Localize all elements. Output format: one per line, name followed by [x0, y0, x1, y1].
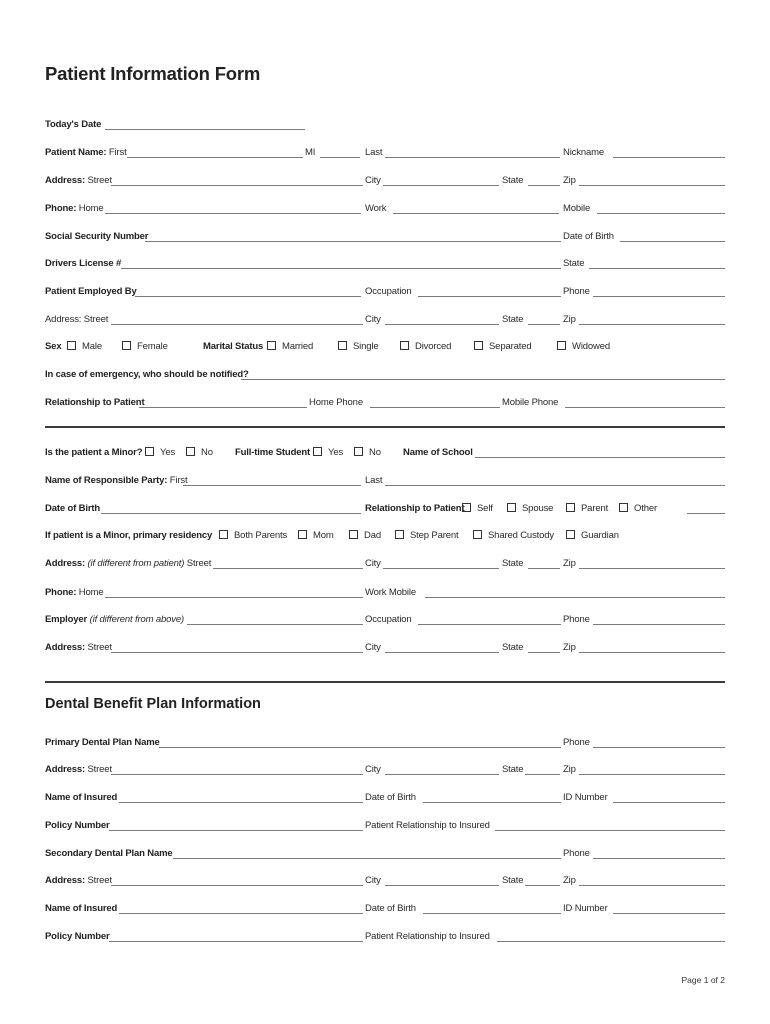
primary-insured-label: Name of Insured: [45, 792, 118, 803]
row-address: [45, 174, 725, 190]
primary-plan-label: Primary Dental Plan Name: [45, 737, 160, 748]
last-name-field[interactable]: [385, 146, 560, 158]
mobile-phone-field[interactable]: [597, 202, 725, 214]
secondary-plan-field[interactable]: [173, 847, 561, 859]
residency-guardian-option[interactable]: Guardian: [566, 529, 619, 543]
row-primary-plan: [45, 736, 725, 752]
responsible-relationship-label: Relationship to Patient: [365, 503, 465, 514]
row-employed-by: [45, 285, 725, 301]
emergency-label: In case of emergency, who should be notified?: [45, 369, 249, 380]
row-secondary-insured: [45, 902, 725, 918]
secondary-plan-city-label: City: [365, 875, 381, 886]
responsible-zip-field[interactable]: [579, 557, 725, 569]
phone-label: Phone: Home: [45, 203, 104, 214]
checkbox[interactable]: [122, 341, 131, 350]
secondary-insured-dob-label: Date of Birth: [365, 903, 416, 914]
employer-state-label: State: [502, 314, 524, 325]
primary-plan-field[interactable]: [159, 736, 561, 748]
checkbox[interactable]: [313, 447, 322, 456]
employer-city-field[interactable]: [385, 313, 499, 325]
responsible-employer-state-label: State: [502, 642, 524, 653]
section-divider: [45, 426, 725, 428]
relationship-label: Relationship to Patient: [45, 397, 145, 408]
checkbox[interactable]: [298, 530, 307, 539]
checkbox[interactable]: [619, 503, 628, 512]
city-label: City: [365, 175, 381, 186]
relationship-other-field[interactable]: [687, 502, 725, 514]
checkbox[interactable]: [145, 447, 154, 456]
primary-patient-relationship-field[interactable]: [495, 819, 725, 831]
checkbox[interactable]: [219, 530, 228, 539]
responsible-state-field[interactable]: [528, 557, 560, 569]
responsible-street-field[interactable]: [213, 557, 363, 569]
address-label: Address: Street: [45, 175, 112, 186]
last-name-label: Last: [365, 147, 383, 158]
secondary-plan-phone-label: Phone: [563, 848, 590, 859]
secondary-insured-field[interactable]: [119, 902, 363, 914]
secondary-insured-label: Name of Insured: [45, 903, 118, 914]
row-drivers-license: [45, 257, 725, 273]
checkbox[interactable]: [400, 341, 409, 350]
secondary-policy-label: Policy Number: [45, 931, 110, 942]
responsible-employer-city-field[interactable]: [385, 641, 499, 653]
primary-insured-dob-label: Date of Birth: [365, 792, 416, 803]
responsible-zip-label: Zip: [563, 558, 576, 569]
responsible-party-label: Name of Responsible Party: First: [45, 475, 188, 486]
row-phone: [45, 202, 725, 218]
row-patient-name: [45, 146, 725, 162]
row-primary-policy: [45, 819, 725, 835]
sex-option-female[interactable]: Female: [122, 340, 168, 354]
zip-field[interactable]: [579, 174, 725, 186]
responsible-city-label: City: [365, 558, 381, 569]
sex-label: Sex: [45, 341, 62, 352]
row-secondary-policy: [45, 930, 725, 946]
row-emergency: [45, 368, 725, 384]
work-phone-field[interactable]: [393, 202, 559, 214]
drivers-license-label: Drivers License #: [45, 258, 122, 269]
primary-policy-label: Policy Number: [45, 820, 110, 831]
first-name-field[interactable]: [127, 146, 303, 158]
mobile-phone-label: Mobile Phone: [502, 397, 559, 408]
responsible-occupation-field[interactable]: [418, 613, 561, 625]
is-minor-label: Is the patient a Minor?: [45, 447, 143, 458]
ssn-label: Social Security Number: [45, 231, 149, 242]
emergency-home-phone-field[interactable]: [370, 396, 500, 408]
dob-field[interactable]: [620, 230, 725, 242]
secondary-plan-phone-field[interactable]: [593, 847, 725, 859]
row-sex-marital: [45, 340, 725, 356]
primary-plan-state-label: State: [502, 764, 524, 775]
secondary-id-field[interactable]: [613, 902, 725, 914]
dl-state-field[interactable]: [589, 257, 725, 269]
primary-plan-phone-label: Phone: [563, 737, 590, 748]
section-divider: [45, 681, 725, 683]
checkbox[interactable]: [566, 503, 575, 512]
secondary-plan-state-label: State: [502, 875, 524, 886]
responsible-employer-label: Employer (if different from above): [45, 614, 185, 625]
marital-option-married[interactable]: Married: [267, 340, 313, 354]
dl-state-label: State: [563, 258, 585, 269]
marital-option-separated[interactable]: Separated: [474, 340, 532, 354]
primary-plan-zip-label: Zip: [563, 764, 576, 775]
row-todays-date: [45, 118, 725, 134]
checkbox[interactable]: [349, 530, 358, 539]
responsible-employer-phone-field[interactable]: [593, 613, 725, 625]
row-responsible-employer-address: [45, 641, 725, 657]
work-mobile-label: Work Mobile: [365, 587, 416, 598]
responsible-employer-zip-field[interactable]: [579, 641, 725, 653]
responsible-phone-label: Phone: Home: [45, 587, 104, 598]
employer-phone-field[interactable]: [593, 285, 725, 297]
row-responsible-phone: [45, 586, 725, 602]
checkbox[interactable]: [557, 341, 566, 350]
primary-plan-zip-field[interactable]: [579, 763, 725, 775]
mi-field[interactable]: [320, 146, 360, 158]
relationship-parent-option[interactable]: Parent: [566, 502, 608, 516]
row-employer-address: [45, 313, 725, 329]
responsible-dob-field[interactable]: [101, 502, 361, 514]
responsible-state-label: State: [502, 558, 524, 569]
secondary-insured-dob-field[interactable]: [423, 902, 561, 914]
employer-zip-label: Zip: [563, 314, 576, 325]
employer-state-field[interactable]: [528, 313, 560, 325]
ssn-field[interactable]: [145, 230, 561, 242]
school-field[interactable]: [475, 446, 725, 458]
secondary-plan-state-field[interactable]: [525, 874, 560, 886]
nickname-field[interactable]: [613, 146, 725, 158]
residency-shared-custody-option[interactable]: Shared Custody: [473, 529, 554, 543]
marital-status-label: Marital Status: [203, 341, 264, 352]
relationship-spouse-option[interactable]: Spouse: [507, 502, 553, 516]
employer-phone-label: Phone: [563, 286, 590, 297]
occupation-field[interactable]: [418, 285, 561, 297]
employer-city-label: City: [365, 314, 381, 325]
primary-plan-street-field[interactable]: [111, 763, 363, 775]
employer-street-field[interactable]: [111, 313, 363, 325]
secondary-id-label: ID Number: [563, 903, 608, 914]
primary-plan-address-label: Address: Street: [45, 764, 112, 775]
primary-plan-state-field[interactable]: [525, 763, 560, 775]
responsible-employer-field[interactable]: [187, 613, 363, 625]
relationship-field[interactable]: [139, 396, 307, 408]
checkbox[interactable]: [67, 341, 76, 350]
residency-both-parents-option[interactable]: Both Parents: [219, 529, 287, 543]
emergency-field[interactable]: [241, 368, 725, 380]
marital-option-widowed[interactable]: Widowed: [557, 340, 610, 354]
marital-option-single[interactable]: Single: [338, 340, 379, 354]
street-field[interactable]: [111, 174, 363, 186]
responsible-last-label: Last: [365, 475, 383, 486]
row-ssn: [45, 230, 725, 246]
row-primary-residency: [45, 529, 725, 545]
student-no-option[interactable]: No: [354, 446, 381, 460]
residency-dad-option[interactable]: Dad: [349, 529, 381, 543]
primary-id-label: ID Number: [563, 792, 608, 803]
row-minor-student: [45, 446, 725, 462]
primary-residency-label: If patient is a Minor, primary residency: [45, 530, 213, 541]
checkbox[interactable]: [395, 530, 404, 539]
residency-step-parent-option[interactable]: Step Parent: [395, 529, 459, 543]
dental-section-title: Dental Benefit Plan Information: [45, 696, 261, 712]
primary-id-field[interactable]: [613, 791, 725, 803]
responsible-employer-city-label: City: [365, 642, 381, 653]
page-number: Page 1 of 2: [681, 975, 725, 985]
school-label: Name of School: [403, 447, 473, 458]
nickname-label: Nickname: [563, 147, 605, 158]
checkbox[interactable]: [462, 503, 471, 512]
occupation-label: Occupation: [365, 286, 412, 297]
secondary-patient-relationship-label: Patient Relationship to Insured: [365, 931, 490, 942]
responsible-dob-label: Date of Birth: [45, 503, 101, 514]
marital-option-divorced[interactable]: Divorced: [400, 340, 451, 354]
secondary-plan-city-field[interactable]: [385, 874, 499, 886]
checkbox[interactable]: [338, 341, 347, 350]
row-responsible-employer: [45, 613, 725, 629]
employed-by-field[interactable]: [135, 285, 361, 297]
responsible-employer-zip-label: Zip: [563, 642, 576, 653]
patient-name-label: Patient Name: First: [45, 147, 127, 158]
secondary-plan-zip-label: Zip: [563, 875, 576, 886]
drivers-license-field[interactable]: [121, 257, 561, 269]
todays-date-field[interactable]: [105, 118, 305, 130]
primary-insured-field[interactable]: [119, 791, 363, 803]
home-phone-field[interactable]: [105, 202, 361, 214]
secondary-policy-field[interactable]: [109, 930, 363, 942]
row-secondary-plan: [45, 847, 725, 863]
checkbox[interactable]: [507, 503, 516, 512]
secondary-plan-label: Secondary Dental Plan Name: [45, 848, 173, 859]
state-field[interactable]: [528, 174, 560, 186]
primary-insured-dob-field[interactable]: [423, 791, 561, 803]
checkbox[interactable]: [566, 530, 575, 539]
residency-mom-option[interactable]: Mom: [298, 529, 334, 543]
employer-zip-field[interactable]: [579, 313, 725, 325]
responsible-employer-state-field[interactable]: [528, 641, 560, 653]
page-title: Patient Information Form: [45, 63, 261, 84]
secondary-plan-address-label: Address: Street: [45, 875, 112, 886]
minor-no-option[interactable]: No: [186, 446, 213, 460]
checkbox[interactable]: [474, 341, 483, 350]
mi-label: MI: [305, 147, 316, 158]
responsible-home-phone-field[interactable]: [105, 586, 363, 598]
dob-label: Date of Birth: [563, 231, 614, 242]
responsible-employer-address-label: Address: Street: [45, 642, 112, 653]
fulltime-student-label: Full-time Student: [235, 447, 311, 458]
home-phone-label: Home Phone: [309, 397, 363, 408]
employer-address-label: Address: Street: [45, 314, 109, 325]
sex-option-male[interactable]: Male: [67, 340, 102, 354]
emergency-mobile-phone-field[interactable]: [565, 396, 725, 408]
row-secondary-plan-address: [45, 874, 725, 890]
minor-yes-option[interactable]: Yes: [145, 446, 175, 460]
city-field[interactable]: [383, 174, 499, 186]
row-primary-insured: [45, 791, 725, 807]
primary-plan-city-field[interactable]: [385, 763, 499, 775]
responsible-city-field[interactable]: [383, 557, 499, 569]
responsible-employer-phone-label: Phone: [563, 614, 590, 625]
row-emergency-relationship: [45, 396, 725, 412]
responsible-occupation-label: Occupation: [365, 614, 412, 625]
primary-plan-city-label: City: [365, 764, 381, 775]
primary-policy-field[interactable]: [109, 819, 363, 831]
row-responsible-address: [45, 557, 725, 573]
student-yes-option[interactable]: Yes: [313, 446, 343, 460]
responsible-address-label: Address: (if different from patient) Street: [45, 558, 212, 569]
mobile-label: Mobile: [563, 203, 591, 214]
secondary-plan-zip-field[interactable]: [579, 874, 725, 886]
checkbox[interactable]: [267, 341, 276, 350]
primary-patient-relationship-label: Patient Relationship to Insured: [365, 820, 490, 831]
employed-by-label: Patient Employed By: [45, 286, 137, 297]
row-primary-plan-address: [45, 763, 725, 779]
responsible-first-field[interactable]: [183, 474, 361, 486]
primary-plan-phone-field[interactable]: [593, 736, 725, 748]
state-label: State: [502, 175, 524, 186]
todays-date-label: Today's Date: [45, 119, 102, 130]
secondary-patient-relationship-field[interactable]: [497, 930, 725, 942]
responsible-employer-street-field[interactable]: [111, 641, 363, 653]
checkbox[interactable]: [354, 447, 363, 456]
responsible-last-field[interactable]: [385, 474, 725, 486]
relationship-self-option[interactable]: Self: [462, 502, 493, 516]
checkbox[interactable]: [186, 447, 195, 456]
row-responsible-dob: [45, 502, 725, 518]
zip-label: Zip: [563, 175, 576, 186]
row-responsible-party: [45, 474, 725, 490]
work-mobile-field[interactable]: [425, 586, 725, 598]
relationship-other-option[interactable]: Other: [619, 502, 657, 516]
work-label: Work: [365, 203, 387, 214]
checkbox[interactable]: [473, 530, 482, 539]
secondary-plan-street-field[interactable]: [111, 874, 363, 886]
